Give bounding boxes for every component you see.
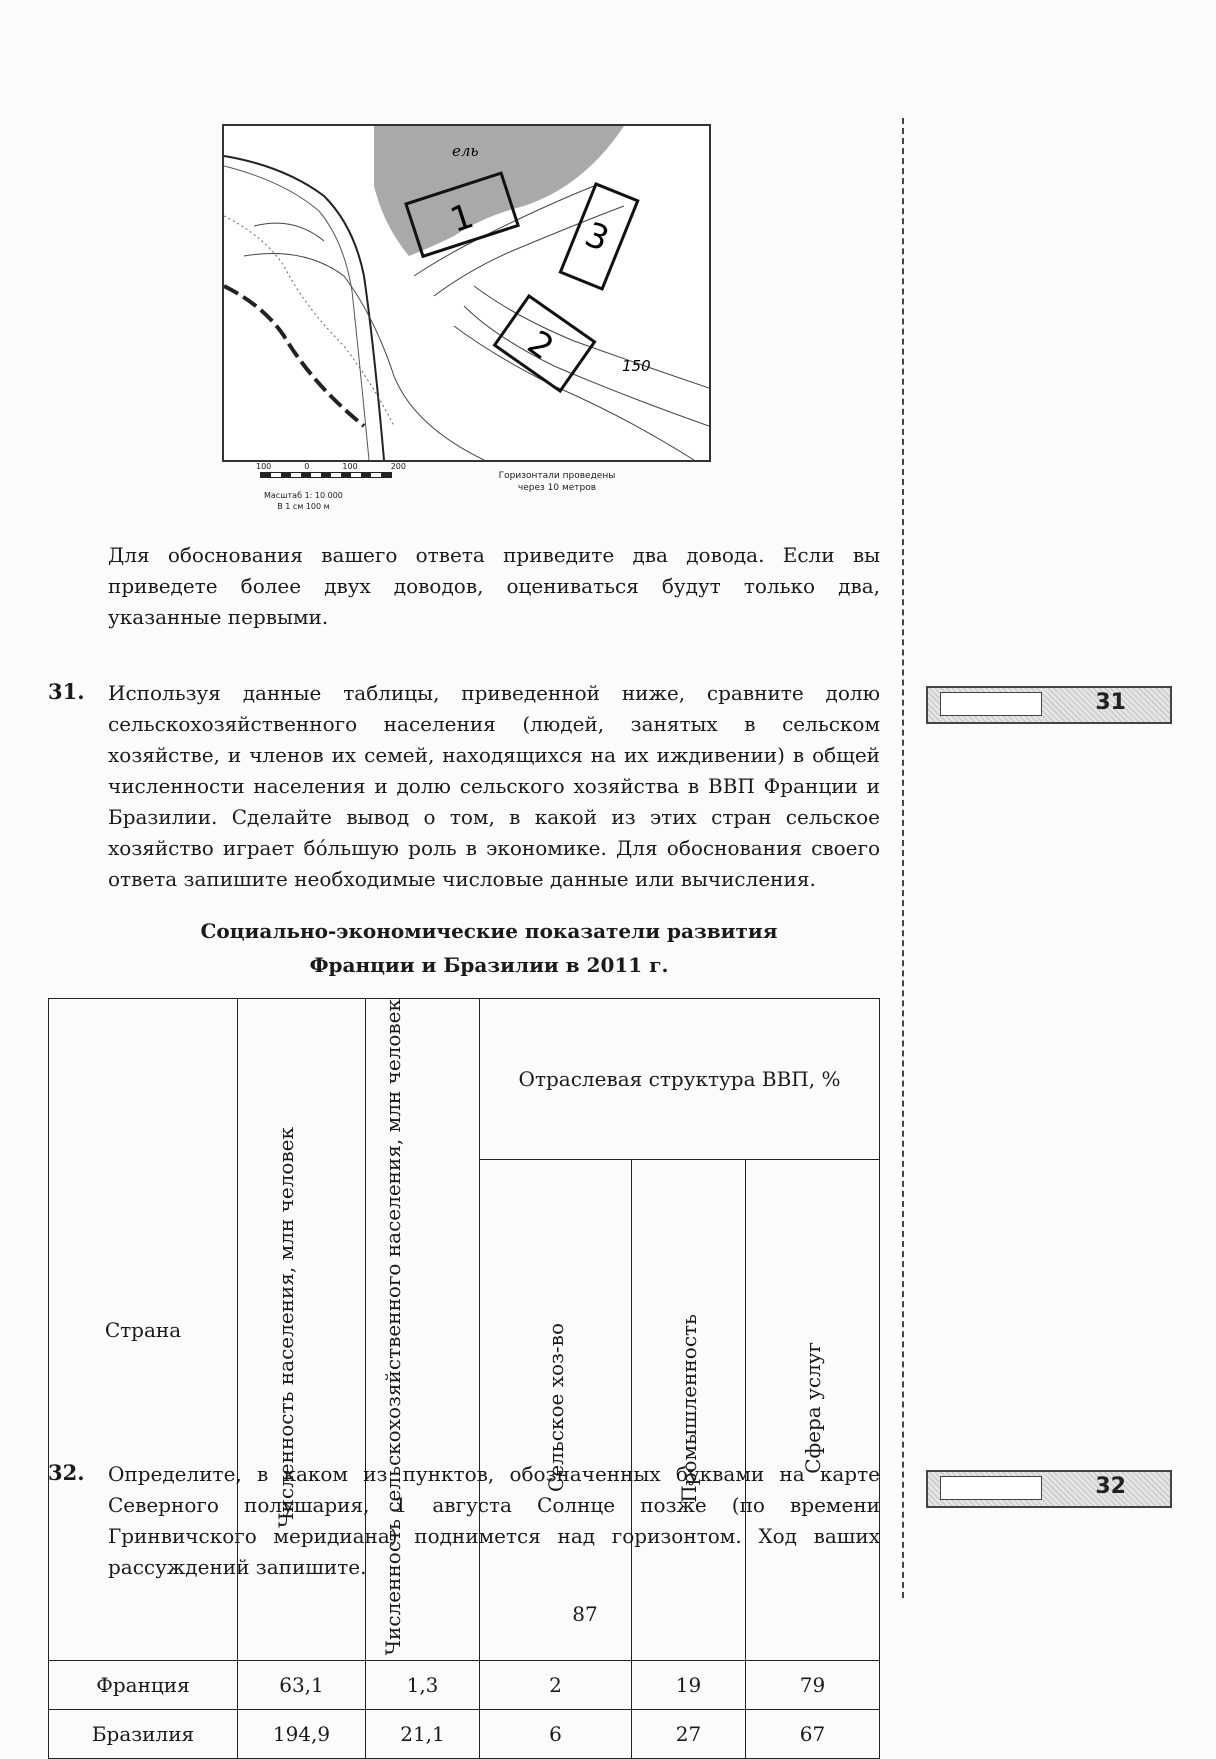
- cut-line: [902, 118, 904, 1598]
- q30-instructions: Для обоснования вашего ответа приведите два довода. Если вы приведете более двух доводов, оцениваться будут только два, указанные первыми.: [108, 543, 880, 629]
- contour-line: [244, 254, 484, 461]
- answer-box-32[interactable]: [926, 1470, 1172, 1508]
- road: [224, 286, 364, 426]
- q32-text: Определите, в каком из пунктов, обозначенных буквами на карте Северного полушария, 1 августа Солнце позже (по времени Гринвичского меридиана) поднимется над горизонтом. Ход ваших рассуждений запишите.: [108, 1462, 880, 1579]
- header-services: Сфера услуг: [746, 1160, 880, 1661]
- site-1-label: 1: [445, 196, 479, 241]
- q31-text: Используя данные таблицы, приведенной ниже, сравните долю сельскохозяйственного населения (людей, занятых в сельском хозяйстве, и членов их семей, находящихся на их иждивении) в общей численности населения и долю сельского хозяйства в ВВП Франции и Бразилии. Сделайте вывод о том, в какой из этих стран сельское хозяйство играет бóльшую роль в экономике. Для обоснования своего ответа запишите необходимые числовые данные или вычисления.: [108, 681, 880, 891]
- dotted-path: [224, 216, 394, 426]
- site-3-label: 3: [579, 214, 615, 260]
- answer-box-number: 32: [1095, 1474, 1126, 1499]
- page-number: 87: [572, 1602, 598, 1626]
- river: [224, 156, 384, 460]
- contour-elevation-label: 150: [622, 357, 651, 375]
- header-agri-population: Численность сельскохозяйственного населения, млн человек: [366, 999, 480, 1661]
- header-country: Страна: [49, 999, 238, 1661]
- contour-line: [254, 223, 324, 241]
- table-row: Франция 63,1 1,3 2 19 79: [49, 1661, 880, 1710]
- indicators-table: [48, 998, 880, 1759]
- answer-field[interactable]: [940, 1476, 1042, 1500]
- contour-line: [474, 286, 709, 388]
- topographic-map: [222, 124, 711, 462]
- river-bank: [224, 166, 369, 460]
- scale-label: Масштаб 1: 10 000 В 1 см 100 м: [264, 491, 343, 511]
- q32-number: 32.: [48, 1460, 85, 1485]
- q31-number: 31.: [48, 679, 85, 704]
- scale-bar: [260, 472, 392, 478]
- contour-note: Горизонтали проведены через 10 метров: [498, 471, 616, 493]
- forest-label: ель: [452, 142, 479, 160]
- table-row: Бразилия 194,9 21,1 6 27 67: [49, 1710, 880, 1759]
- table-caption: Социально-экономические показатели развития Франции и Бразилии в 2011 г.: [200, 919, 778, 977]
- header-population: Численность населения, млн человек: [238, 999, 366, 1661]
- contour-line: [464, 306, 709, 426]
- site-2-label: 2: [520, 322, 561, 369]
- header-industry: Промышленность: [632, 1160, 746, 1661]
- site-3: [560, 184, 637, 289]
- header-gdp-structure: Отраслевая структура ВВП, %: [480, 999, 880, 1160]
- map-drawing: [224, 126, 709, 460]
- scale-ticks: 100 0 100 200: [256, 462, 406, 471]
- contour-line: [454, 326, 694, 460]
- answer-field[interactable]: [940, 692, 1042, 716]
- answer-box-31[interactable]: [926, 686, 1172, 724]
- map-scale: [254, 462, 414, 522]
- answer-box-number: 31: [1095, 690, 1126, 715]
- header-agriculture: Сельское хоз-во: [480, 1160, 632, 1661]
